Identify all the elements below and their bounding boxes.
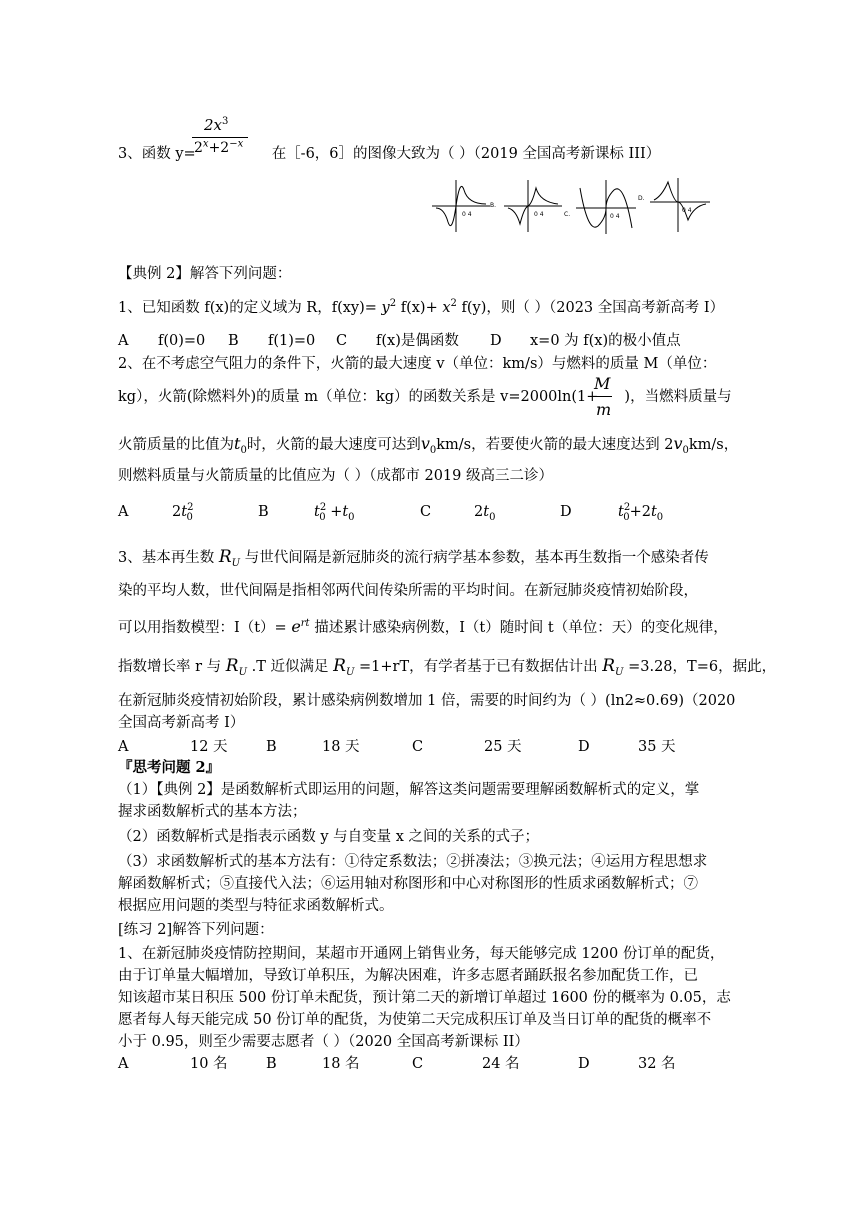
graph-label-d: D. <box>638 195 645 202</box>
p2-option-a-letter: A <box>118 1056 129 1072</box>
example2-q2-line4: 则燃料质量与火箭质量的比值应为（ ）（成都市 2019 级高三二诊） <box>118 468 553 484</box>
think2-p1b: 握求函数解析式的基本方法； <box>118 804 307 820</box>
example2-q3-line5: 在新冠肺炎疫情初始阶段，累计感染病例数增加 1 倍，需要的时间约为（ ）(ln2≈0.69)（2020 <box>118 693 736 709</box>
q3-option-a-letter: A <box>118 739 129 755</box>
practice2-line2: 由于订单量大幅增加，导致订单积压，为解决困难，许多志愿者踊跃报名参加配货工作，已 <box>118 968 698 984</box>
q2-frac-den: m <box>596 400 612 419</box>
example2-q1: 1、已知函数 f(x)的定义域为 R，$f(xy)= y^2$ $f(x)+ x^2$ f(y)，则（ ）（2023 全国高考新高考 I） <box>118 298 725 316</box>
q1-option-d-letter: D <box>490 333 502 349</box>
p2-option-b-letter: B <box>266 1056 277 1072</box>
example2-q3-line1: 3、基本再生数 $R_U$ 与世代间隔是新冠肺炎的流行病学基本参数，基本再生数指一个感染者传 <box>118 547 709 569</box>
q2-option-a: $2t^2_0$ <box>172 502 194 523</box>
example2-q3-line2: 染的平均人数，世代间隔是指相邻两代间传染所需的平均时间。在新冠肺炎疫情初始阶段， <box>118 583 698 599</box>
practice2-line1: 1、在新冠肺炎疫情防控期间，某超市开通网上销售业务，每天能够完成 1200 份订单的配货， <box>118 946 725 962</box>
think2-p3a: （3）求函数解析式的基本方法有：①待定系数法；②拼凑法；③换元法；④运用方程思想求 <box>118 854 708 870</box>
q2-frac-num: M <box>594 374 611 393</box>
q1-option-c-letter: C <box>336 333 348 349</box>
q1-option-c: f(x)是偶函数 <box>376 333 459 349</box>
practice2-heading: [练习 2]解答下列问题： <box>118 922 274 938</box>
q2-option-d: $t^2_0+2t_0$ <box>618 502 664 523</box>
svg-text:0 4: 0 4 <box>534 211 544 218</box>
q3-option-b-letter: B <box>266 739 277 755</box>
q2-option-c: $2t_0$ <box>474 504 496 523</box>
q1-option-b: f(1)=0 <box>268 333 316 349</box>
example2-q2-line2: kg），火箭(除燃料外)的质量 m（单位：kg）的函数关系是 v=2000ln(1+ )，当燃料质量与 <box>118 389 732 405</box>
q3-option-d: 35 天 <box>638 739 676 755</box>
p2-option-a: 10 名 <box>190 1056 228 1072</box>
example2-q2-line1: 2、在不考虑空气阻力的条件下，火箭的最大速度 v（单位：km/s）与燃料的质量 M（单位： <box>118 356 717 372</box>
think2-heading: 『思考问题 2』 <box>118 759 221 776</box>
q2-option-c-letter: C <box>420 504 432 520</box>
practice2-line5: 小于 0.95，则至少需要志愿者（ ）（2020 全国高考新课标 II） <box>118 1034 529 1050</box>
q3-function-line: 3、函数 y= 在［-6，6］的图像大致为（ ）（2019 全国高考新课标 III） <box>118 146 661 162</box>
svg-text:0 4: 0 4 <box>462 211 472 218</box>
example2-q3-line3: 可以用指数模型：$I(t)= e^{rt}$ 描述累计感染病例数，I（t）随时间 t（单位：天）的变化规律， <box>118 617 728 636</box>
q3-option-b: 18 天 <box>322 739 360 755</box>
example2-q3-line4: 指数增长率 r 与 $R_U$ .T 近似满足 $R_U =1+rT$，有学者基于已有数据估计出 $R_U =3.28$，T=6，据此， <box>118 656 777 678</box>
q3-option-c: 25 天 <box>484 739 522 755</box>
think2-p3b: 解函数解析式；⑤直接代入法；⑥运用轴对称图形和中心对称图形的性质求函数解析式；⑦ <box>118 876 698 892</box>
q3-option-d-letter: D <box>578 739 590 755</box>
q3-option-a: 12 天 <box>190 739 228 755</box>
example2-q3-line6: 全国高考新高考 I） <box>118 715 245 731</box>
q2-option-a-letter: A <box>118 504 129 520</box>
think2-p1a: （1）【典例 2】是函数解析式即运用的问题，解答这类问题需要理解函数解析式的定义，掌 <box>118 782 700 798</box>
p2-option-b: 18 名 <box>322 1056 360 1072</box>
q1-option-b-letter: B <box>228 333 239 349</box>
q1-option-a-letter: A <box>118 333 129 349</box>
think2-p2: （2）函数解析式是指表示函数 y 与自变量 x 之间的关系的式子； <box>118 829 540 845</box>
practice2-line4: 愿者每人每天能完成 50 份订单的配货，为使第二天完成积压订单及当日订单的配货的概率不 <box>118 1012 712 1028</box>
think2-p3c: 根据应用问题的类型与特征求函数解析式。 <box>118 898 394 914</box>
svg-text:0 4: 0 4 <box>610 213 620 220</box>
p2-option-c-letter: C <box>412 1056 424 1072</box>
answer-graphs-image <box>430 174 720 238</box>
example2-q2-line3: 火箭质量的比值为$t_0$时，火箭的最大速度可达到$v_0km/s$，若要使火箭的最大速度达到 $2v_0km/s$， <box>118 434 739 456</box>
q2-option-b-letter: B <box>258 504 269 520</box>
practice2-line3: 知该超市某日积压 500 份订单未配货，预计第二天的新增订单超过 1600 份的概率为 0.05，志 <box>118 990 731 1006</box>
fraction-numerator: $2x^3$ <box>204 116 229 134</box>
graph-label-b: B. <box>490 202 497 209</box>
p2-option-d-letter: D <box>578 1056 590 1072</box>
p2-option-d: 32 名 <box>638 1056 676 1072</box>
q2-option-b: $t^2_0 +t_0$ <box>314 502 355 523</box>
example2-heading: 【典例 2】解答下列问题： <box>118 266 292 282</box>
graph-label-c: C. <box>564 211 571 218</box>
p2-option-c: 24 名 <box>482 1056 520 1072</box>
q2-option-d-letter: D <box>560 504 572 520</box>
q3-option-c-letter: C <box>412 739 424 755</box>
q1-option-d: x=0 为 f(x)的极小值点 <box>530 333 681 349</box>
svg-text:0 4: 0 4 <box>682 207 692 214</box>
fraction-denominator: $2^x+2^{-x}$ <box>194 138 244 156</box>
q1-option-a: f(0)=0 <box>158 333 206 349</box>
